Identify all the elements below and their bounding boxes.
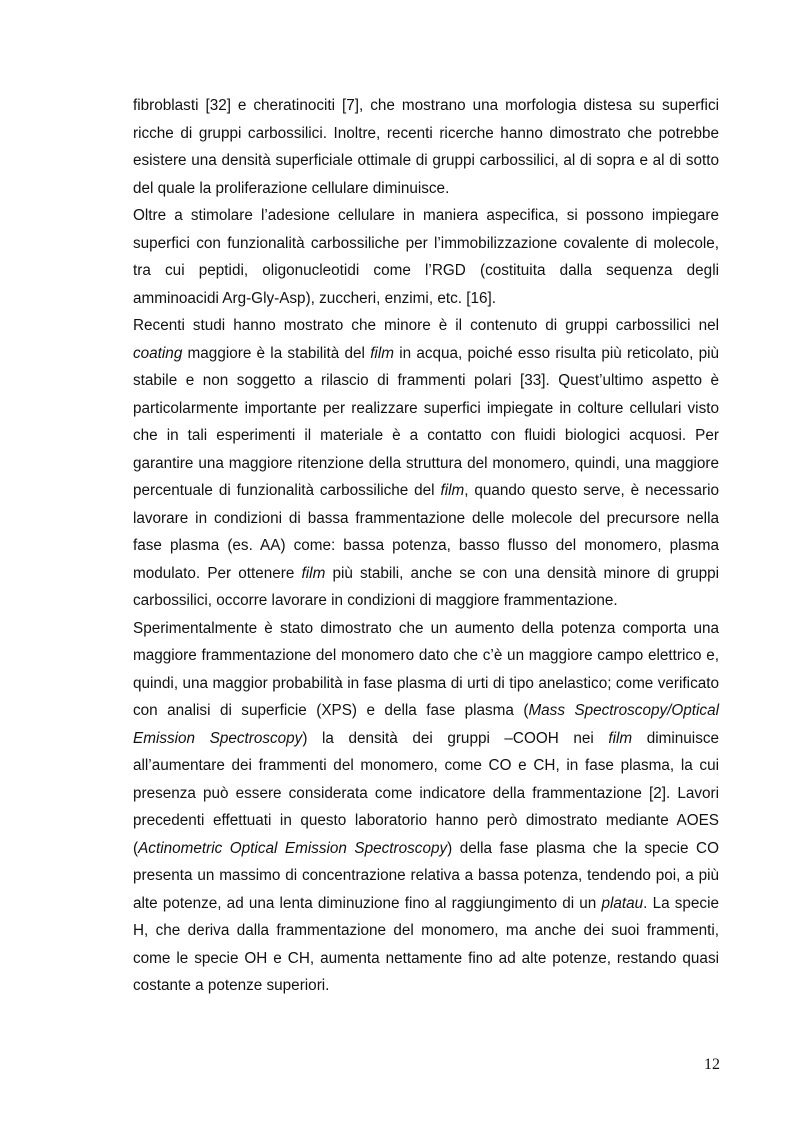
text-run: , quando questo serve, è necessario lavorare in condizioni di bassa frammentazione delle molecole del precursore nella fase plasma (es. AA) come: bassa potenza, basso flusso del monomero, plasma modulato. Per ottenere: [133, 482, 719, 582]
body-text: [133, 92, 719, 1000]
text-run: in acqua, poiché esso risulta più reticolato, più stabile e non soggetto a rilascio di frammenti polari [33]. Quest’ultimo aspetto è particolarmente importante per realizzare superfici impiegate in colture cellulari visto che in tali esperimenti il materiale è a contatto con fluidi biologici acquosi. Per garantire una maggiore ritenzione della struttura del monomero, quindi, una maggiore percentuale di funzionalità carbossiliche del: [133, 344, 720, 499]
text-run: Sperimentalmente è stato dimostrato che un aumento della potenza comporta una maggiore frammentazione del monomero dato che c’è un maggiore campo elettrico e, quindi, una maggior probabilità in fase plasma di urti di tipo anelastico; come verificato con analisi di superficie (XPS) e della fase plasma (: [133, 619, 719, 719]
text-run: ) la densità dei gruppi –COOH nei: [302, 729, 609, 747]
text-run: più stabili, anche se con una densità minore di gruppi carbossilici, occorre lavorare in condizioni di maggiore frammentazione.: [133, 564, 719, 609]
text-run: Oltre a stimolare l’adesione cellulare in maniera aspecifica, si possono impiegare superfici con funzionalità carbossiliche per l’immobilizzazione covalente di molecole, tra cui peptidi, oligonucleotidi come l’RGD (costituita dalla sequenza degli amminoacidi Arg-Gly-Asp), zuccheri, enzimi, etc. [16].: [133, 207, 719, 307]
italic-term: coating: [133, 344, 183, 362]
italic-term: film: [608, 729, 633, 747]
italic-term: Mass Spectroscopy/Optical Emission Spectroscopy: [133, 702, 719, 747]
italic-term: film: [440, 482, 465, 499]
paragraph: [133, 615, 719, 1000]
paragraph: [133, 92, 719, 202]
italic-term: film: [370, 344, 394, 362]
italic-term: film: [301, 564, 326, 582]
text-run: maggiore è la stabilità del: [182, 344, 371, 362]
text-run: . La specie H, che deriva dalla frammentazione del monomero, ma anche dei suoi frammenti, come le specie OH e CH, aumenta nettamente fino ad alte potenze, restando quasi costante a potenze superiori.: [133, 894, 719, 994]
page-number: 12: [704, 1056, 720, 1073]
text-run: ) della fase plasma che la specie CO presenta un massimo di concentrazione relativa a bassa potenza, tendendo poi, a più alte potenze, ad una lenta diminuzione fino al raggiungimento di un: [133, 839, 719, 912]
paragraph: [133, 202, 719, 312]
italic-term: platau: [601, 894, 644, 912]
italic-term: Actinometric Optical Emission Spectroscopy: [138, 839, 448, 857]
text-run: diminuisce all’aumentare dei frammenti del monomero, come CO e CH, in fase plasma, la cui presenza può essere considerata come indicatore della frammentazione [2]. Lavori precedenti effettuati in questo laboratorio hanno però dimostrato mediante AOES (: [133, 729, 720, 857]
text-run: fibroblasti [32] e cheratinociti [7], che mostrano una morfologia distesa su superfici ricche di gruppi carbossilici. Inoltre, recenti ricerche hanno dimostrato che potrebbe esistere una densità superficiale ottimale di gruppi carbossilici, al di sopra e al di sotto del quale la proliferazione cellulare diminuisce.: [133, 97, 719, 197]
text-run: Recenti studi hanno mostrato che minore è il contenuto di gruppi carbossilici nel: [133, 317, 719, 334]
paragraph: [133, 312, 719, 615]
